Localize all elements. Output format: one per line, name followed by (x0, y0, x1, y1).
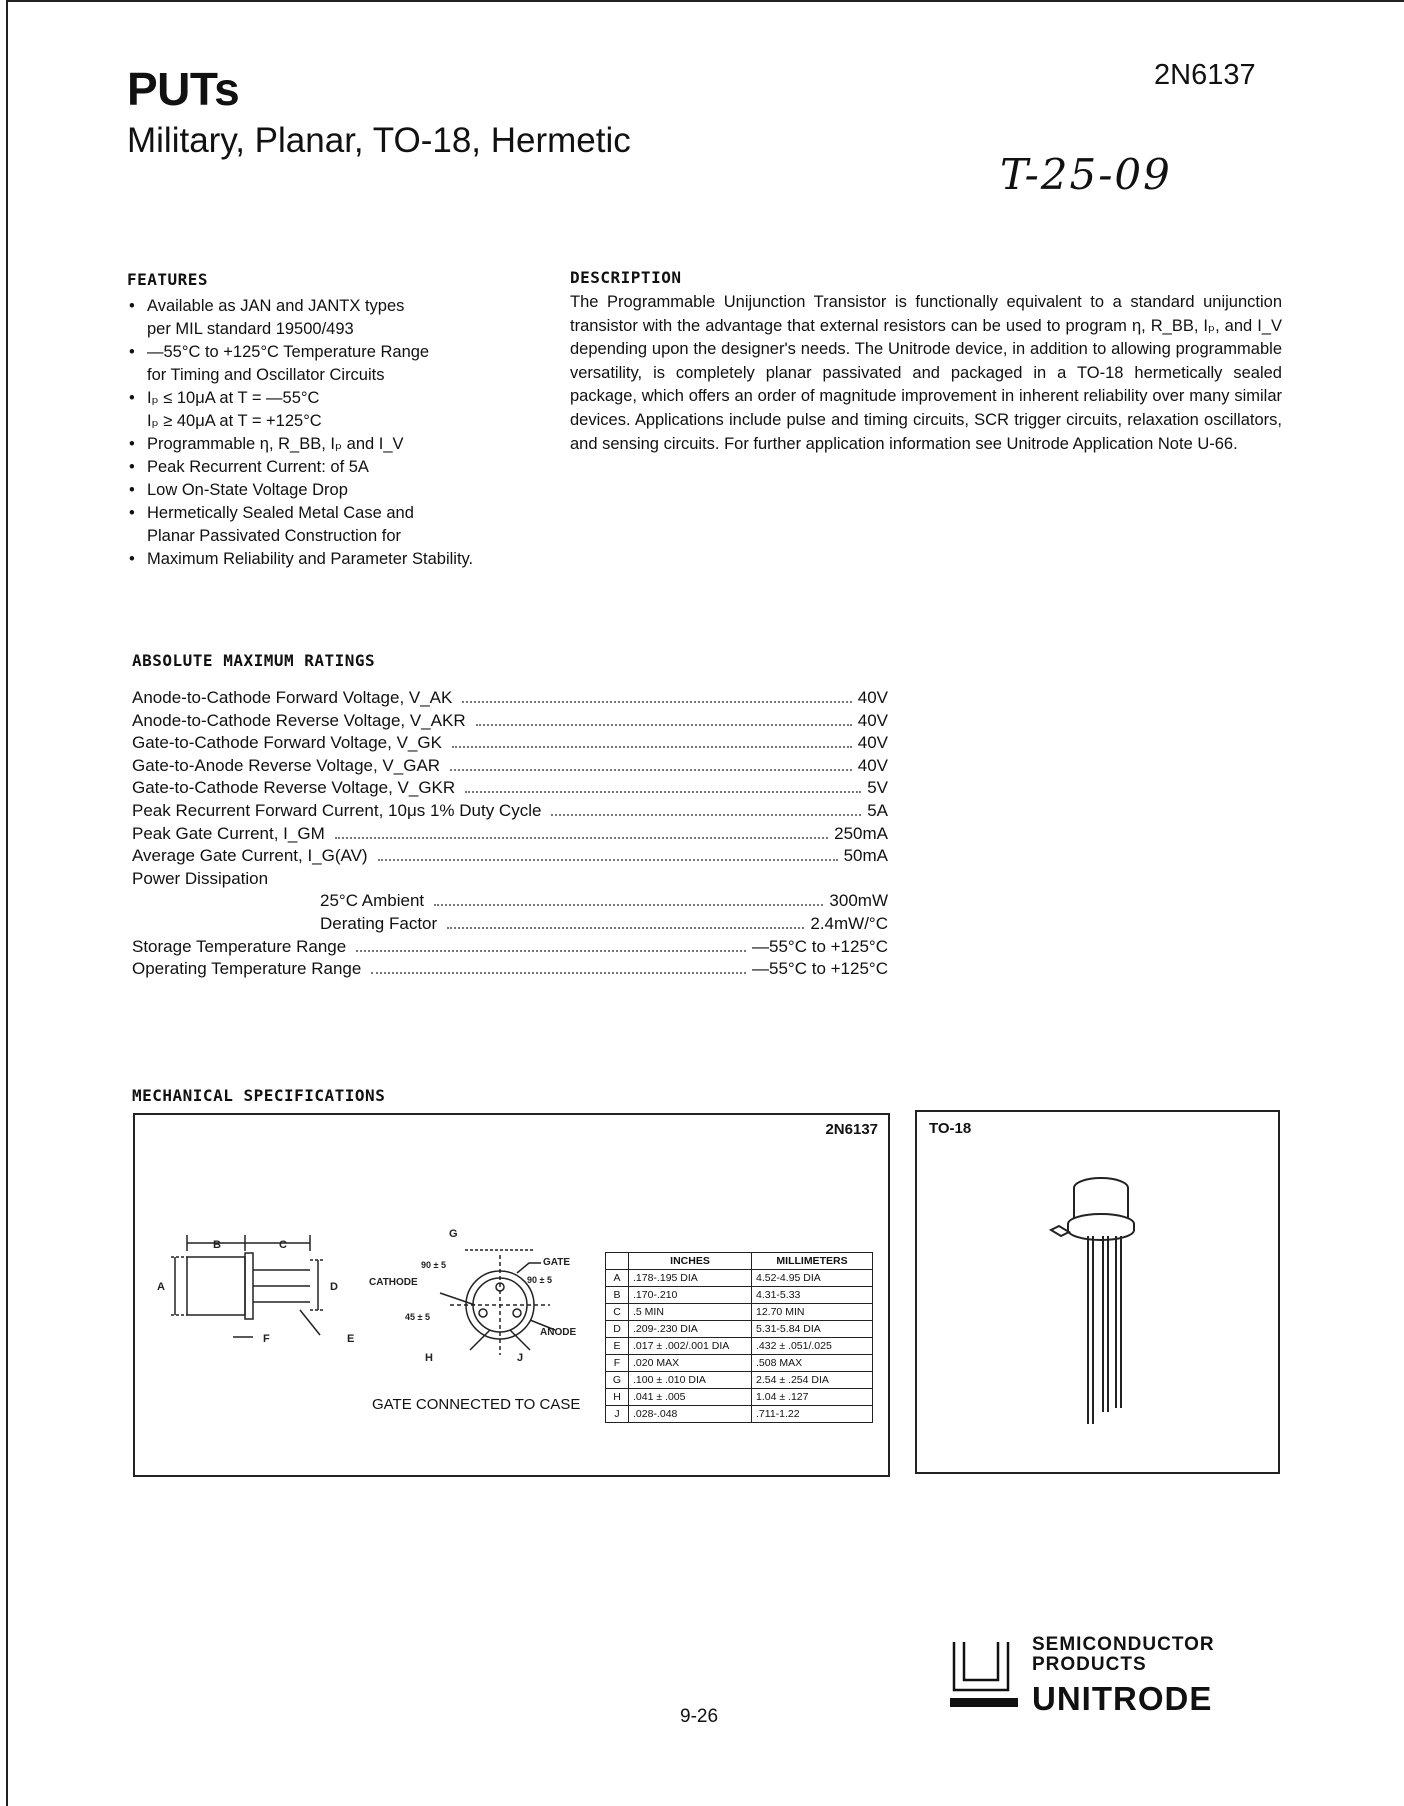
table-cell: .020 MAX (629, 1355, 752, 1372)
rating-leader (371, 972, 746, 974)
to18-package-box (915, 1110, 1280, 1474)
feature-line: • Iₚ ≤ 10μA at T = —55°C (147, 389, 320, 407)
feature-item (127, 479, 557, 502)
feature-item (127, 433, 557, 456)
page-border-top (6, 0, 1404, 2)
dim-label-a: A (157, 1281, 165, 1293)
table-cell: .508 MAX (752, 1355, 873, 1372)
rating-value: —55°C to +125°C (752, 959, 888, 979)
logo-bar (950, 1698, 1018, 1707)
dim-label-j: J (517, 1352, 524, 1364)
table-cell: G (606, 1372, 629, 1389)
mechanical-heading: MECHANICAL SPECIFICATIONS (132, 1086, 386, 1105)
feature-line: per MIL standard 19500/493 (147, 320, 354, 338)
features-heading: FEATURES (127, 270, 209, 289)
dim-label-c: C (279, 1239, 287, 1251)
table-cell: .170-.210 (629, 1287, 752, 1304)
pin-label-cathode: CATHODE (369, 1277, 418, 1288)
rating-row (132, 733, 888, 756)
rating-value: 250mA (834, 823, 888, 843)
rating-row (132, 869, 888, 892)
rating-label: Average Gate Current, I_G(AV) (132, 846, 368, 866)
table-row (606, 1406, 873, 1423)
rating-leader (476, 724, 852, 726)
part-number: 2N6137 (1154, 59, 1256, 91)
table-cell: .041 ± .005 (629, 1389, 752, 1406)
feature-line: • Hermetically Sealed Metal Case and (147, 504, 414, 522)
angle-label-3: 45 ± 5 (405, 1312, 430, 1322)
rating-leader (434, 904, 823, 906)
package-label: TO-18 (929, 1120, 972, 1137)
handwritten-note: T-25-09 (1000, 150, 1172, 199)
table-cell: .5 MIN (629, 1304, 752, 1321)
pin-label-gate: GATE (543, 1257, 571, 1268)
dim-label-h: H (425, 1352, 433, 1364)
rating-label: Storage Temperature Range (132, 936, 347, 956)
feature-line: • Low On-State Voltage Drop (147, 481, 348, 499)
feature-line: for Timing and Oscillator Circuits (147, 366, 385, 384)
rating-label: Derating Factor (320, 913, 438, 933)
unitrode-logo (950, 1632, 1290, 1728)
dims-header-mm: MILLIMETERS (752, 1253, 873, 1270)
rating-row (132, 914, 888, 937)
rating-row (132, 778, 888, 801)
feature-line: • Available as JAN and JANTX types (147, 297, 405, 315)
page-title: PUTs (127, 63, 240, 115)
table-row (606, 1321, 873, 1338)
table-cell: 4.52-4.95 DIA (752, 1270, 873, 1287)
feature-item (127, 341, 557, 387)
rating-value: 5V (867, 778, 888, 798)
feature-line: • —55°C to +125°C Temperature Range (147, 343, 430, 361)
table-cell: D (606, 1321, 629, 1338)
table-cell: 12.70 MIN (752, 1304, 873, 1321)
dims-header-letter (606, 1253, 629, 1270)
rating-label: Anode-to-Cathode Forward Voltage, V_AK (132, 688, 453, 707)
angle-label-1: 90 ± 5 (421, 1260, 446, 1270)
table-cell: B (606, 1287, 629, 1304)
table-cell: .017 ± .002/.001 DIA (629, 1338, 752, 1355)
table-cell: 1.04 ± .127 (752, 1389, 873, 1406)
ratings-heading: ABSOLUTE MAXIMUM RATINGS (132, 651, 376, 670)
rating-label: Peak Recurrent Forward Current, 10μs 1% Duty Cycle (132, 800, 542, 820)
description-text: The Programmable Unijunction Transistor is functionally equivalent to a standard unijunction transistor with the advantage that external resistors can be used to program η, R_BB, Iₚ, and I_V depending upon the designer's needs. The Unitrode device, in addition to allowing programmable versatility, is completely planar passivated and packaged in a TO-18 hermetically sealed package, which offers an order of magnitude improvement in inherent reliability over many similar devices. Applications include pulse and timing circuits, SCR trigger circuits, relaxation oscillators, and sensing circuits. For further application information see Unitrode Application Note U-66. (570, 293, 1282, 453)
table-cell: A (606, 1270, 629, 1287)
logo-brand: UNITRODE (1032, 1680, 1213, 1717)
rating-row (132, 959, 888, 982)
rating-leader (465, 791, 861, 793)
rating-label: Gate-to-Cathode Reverse Voltage, V_GKR (132, 778, 456, 798)
page-border-left (6, 0, 8, 1806)
table-cell: .209-.230 DIA (629, 1321, 752, 1338)
dim-label-e: E (347, 1333, 355, 1345)
gate-note: GATE CONNECTED TO CASE (372, 1396, 581, 1413)
rating-row (132, 891, 888, 914)
feature-item (127, 502, 557, 548)
rating-leader (447, 927, 804, 929)
rating-value: 40V (857, 733, 888, 753)
logo-line-2: PRODUCTS (1032, 1654, 1147, 1675)
to18-package-icon (917, 1112, 1278, 1472)
features-list (127, 295, 557, 571)
feature-line: Iₚ ≥ 40μA at T = +125°C (147, 412, 322, 430)
rating-leader (462, 701, 851, 703)
table-row (606, 1270, 873, 1287)
unitrode-logo-icon (950, 1638, 1012, 1700)
table-cell: 4.31-5.33 (752, 1287, 873, 1304)
pin-label-anode: ANODE (540, 1327, 577, 1338)
rating-row (132, 688, 888, 711)
rating-value: 40V (857, 688, 888, 707)
feature-line: • Peak Recurrent Current: of 5A (147, 458, 369, 476)
table-cell: 2.54 ± .254 DIA (752, 1372, 873, 1389)
rating-value: 40V (857, 755, 888, 775)
table-row (606, 1304, 873, 1321)
page-number: 9-26 (680, 1706, 719, 1727)
table-cell: .028-.048 (629, 1406, 752, 1423)
description-heading: DESCRIPTION (570, 268, 682, 287)
feature-item (127, 295, 557, 341)
rating-label: Gate-to-Cathode Forward Voltage, V_GK (132, 733, 442, 753)
rating-leader (551, 814, 861, 816)
feature-line: • Maximum Reliability and Parameter Stability. (147, 550, 474, 568)
rating-value: 5A (867, 800, 888, 820)
feature-item (127, 456, 557, 479)
table-cell: E (606, 1338, 629, 1355)
logo-line-1: SEMICONDUCTOR (1032, 1634, 1215, 1655)
mechanical-drawing-box (133, 1113, 890, 1477)
dims-header-inches: INCHES (629, 1253, 752, 1270)
rating-value: 50mA (843, 846, 888, 866)
rating-label: 25°C Ambient (320, 891, 425, 911)
rating-row (132, 756, 888, 779)
table-row (606, 1338, 873, 1355)
table-cell: H (606, 1389, 629, 1406)
rating-leader (356, 950, 746, 952)
dim-label-b: B (213, 1239, 221, 1251)
dimensions-table (605, 1252, 873, 1423)
drawing-part-number: 2N6137 (825, 1121, 878, 1138)
rating-value: 40V (857, 710, 888, 730)
rating-label: Power Dissipation (132, 868, 269, 888)
rating-label: Anode-to-Cathode Reverse Voltage, V_AKR (132, 710, 466, 730)
rating-row (132, 846, 888, 869)
feature-line: • Programmable η, R_BB, Iₚ and I_V (147, 435, 404, 453)
table-cell: F (606, 1355, 629, 1372)
rating-leader (450, 769, 852, 771)
rating-row (132, 801, 888, 824)
ratings-table (132, 688, 888, 982)
dim-label-g: G (449, 1228, 458, 1240)
table-cell: .711-1.22 (752, 1406, 873, 1423)
feature-item (127, 387, 557, 433)
table-cell: 5.31-5.84 DIA (752, 1321, 873, 1338)
rating-value: 2.4mW/°C (810, 913, 888, 933)
table-row (606, 1372, 873, 1389)
table-row (606, 1287, 873, 1304)
feature-line: Planar Passivated Construction for (147, 527, 402, 545)
table-cell: C (606, 1304, 629, 1321)
angle-label-2: 90 ± 5 (527, 1275, 552, 1285)
rating-label: Gate-to-Anode Reverse Voltage, V_GAR (132, 755, 441, 775)
table-cell: J (606, 1406, 629, 1423)
dim-label-f: F (263, 1333, 270, 1345)
page-subtitle: Military, Planar, TO-18, Hermetic (127, 121, 631, 160)
description-section (570, 268, 1282, 456)
rating-value: —55°C to +125°C (752, 936, 888, 956)
rating-row (132, 711, 888, 734)
table-cell: .432 ± .051/.025 (752, 1338, 873, 1355)
feature-item (127, 548, 557, 571)
table-row (606, 1389, 873, 1406)
dim-label-d: D (330, 1281, 338, 1293)
rating-leader (452, 746, 852, 748)
rating-label: Peak Gate Current, I_GM (132, 823, 325, 843)
table-cell: .100 ± .010 DIA (629, 1372, 752, 1389)
rating-value: 300mW (829, 891, 888, 911)
rating-row (132, 937, 888, 960)
rating-leader (378, 859, 838, 861)
features-section (127, 270, 557, 571)
table-row (606, 1355, 873, 1372)
rating-label: Operating Temperature Range (132, 959, 362, 979)
rating-leader (335, 837, 828, 839)
table-cell: .178-.195 DIA (629, 1270, 752, 1287)
rating-row (132, 824, 888, 847)
